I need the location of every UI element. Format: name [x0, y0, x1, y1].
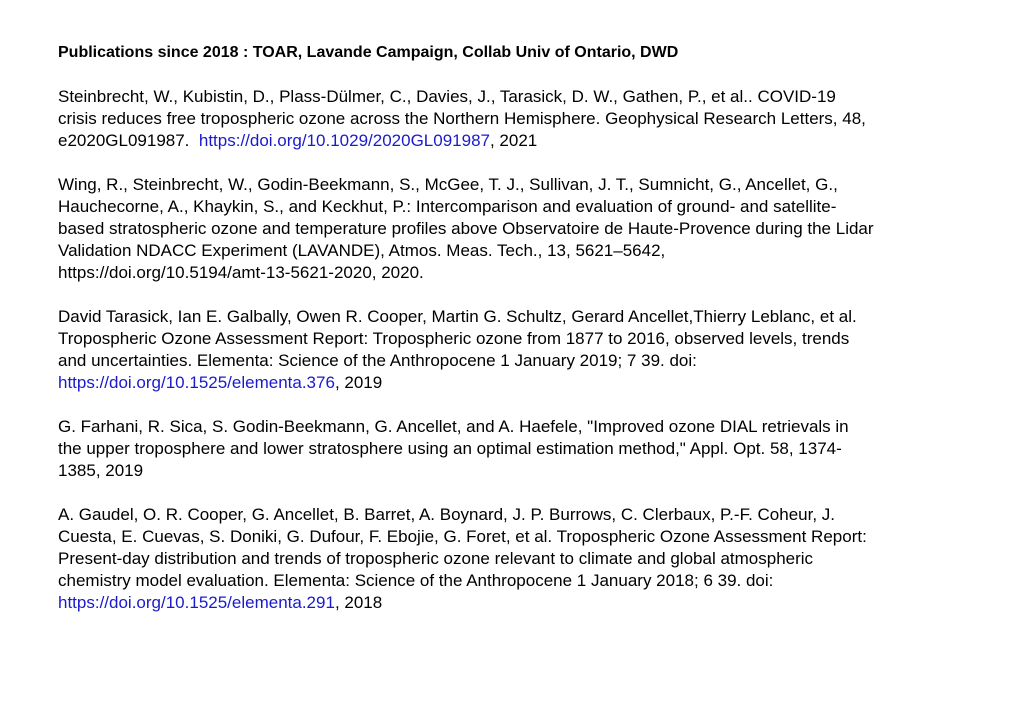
reference-year: , 2018 [334, 593, 383, 612]
reference-line: https://doi.org/10.5194/amt-13-5621-2020, 2020. [58, 263, 424, 282]
reference-line: Steinbrecht, W., Kubistin, D., Plass-Dülmer, C., Davies, J., Tarasick, D. W., Gathen, P., et al.. COVID-19 [58, 87, 836, 106]
doi-link[interactable]: https://doi.org/10.1525/elementa.376 [58, 373, 335, 392]
reference-line: chemistry model evaluation. Elementa: Science of the Anthropocene 1 January 2018; 6 39. doi: [58, 571, 774, 590]
reference-farhani-2019 [58, 416, 958, 482]
reference-line: and uncertainties. Elementa: Science of the Anthropocene 1 January 2019; 7 39. doi: [58, 351, 697, 370]
reference-line: Wing, R., Steinbrecht, W., Godin-Beekmann, S., McGee, T. J., Sullivan, J. T., Sumnicht, G., Ancellet, G., [58, 175, 838, 194]
reference-line: David Tarasick, Ian E. Galbally, Owen R. Cooper, Martin G. Schultz, Gerard Ancellet,Thierry Leblanc, et al. [58, 307, 857, 326]
reference-line: Present-day distribution and trends of tropospheric ozone relevant to climate and global atmospheric [58, 549, 814, 568]
reference-line: crisis reduces free tropospheric ozone across the Northern Hemisphere. Geophysical Research Letters, 48, [58, 109, 866, 128]
reference-line: based stratospheric ozone and temperature profiles above Observatoire de Haute-Provence during the Lidar [58, 219, 874, 238]
reference-line: 1385, 2019 [58, 461, 144, 480]
reference-line [58, 130, 958, 152]
reference-tarasick-2019 [58, 306, 958, 394]
reference-line: G. Farhani, R. Sica, S. Godin-Beekmann, G. Ancellet, and A. Haefele, "Improved ozone DIAL retrievals in [58, 417, 849, 436]
reference-line: A. Gaudel, O. R. Cooper, G. Ancellet, B. Barret, A. Boynard, J. P. Burrows, C. Clerbaux, P.-F. Coheur, J. [58, 505, 836, 524]
reference-line: Cuesta, E. Cuevas, S. Doniki, G. Dufour, F. Ebojie, G. Foret, et al. Tropospheric Ozone Assessment Report: [58, 527, 867, 546]
doi-link[interactable]: https://doi.org/10.1029/2020GL091987 [198, 131, 490, 150]
reference-gaudel-2018 [58, 504, 958, 614]
reference-steinbrecht-2021 [58, 86, 958, 152]
doi-link[interactable]: https://doi.org/10.1525/elementa.291 [58, 593, 335, 612]
reference-line: the upper troposphere and lower stratosphere using an optimal estimation method," Appl. Opt. 58, 1374- [58, 439, 842, 458]
reference-text: e2020GL091987. [58, 131, 199, 150]
publications-page [58, 42, 958, 636]
page-title: Publications since 2018 : TOAR, Lavande Campaign, Collab Univ of Ontario, DWD [58, 44, 679, 61]
reference-line [58, 592, 958, 614]
reference-year: , 2021 [489, 131, 538, 150]
reference-line: Tropospheric Ozone Assessment Report: Tropospheric ozone from 1877 to 2016, observed levels, trends [58, 329, 850, 348]
reference-line: Hauchecorne, A., Khaykin, S., and Keckhut, P.: Intercomparison and evaluation of ground- and satellite- [58, 197, 837, 216]
reference-line: Validation NDACC Experiment (LAVANDE), Atmos. Meas. Tech., 13, 5621–5642, [58, 241, 666, 260]
reference-line [58, 372, 958, 394]
reference-wing-2020 [58, 174, 958, 284]
reference-year: , 2019 [334, 373, 383, 392]
